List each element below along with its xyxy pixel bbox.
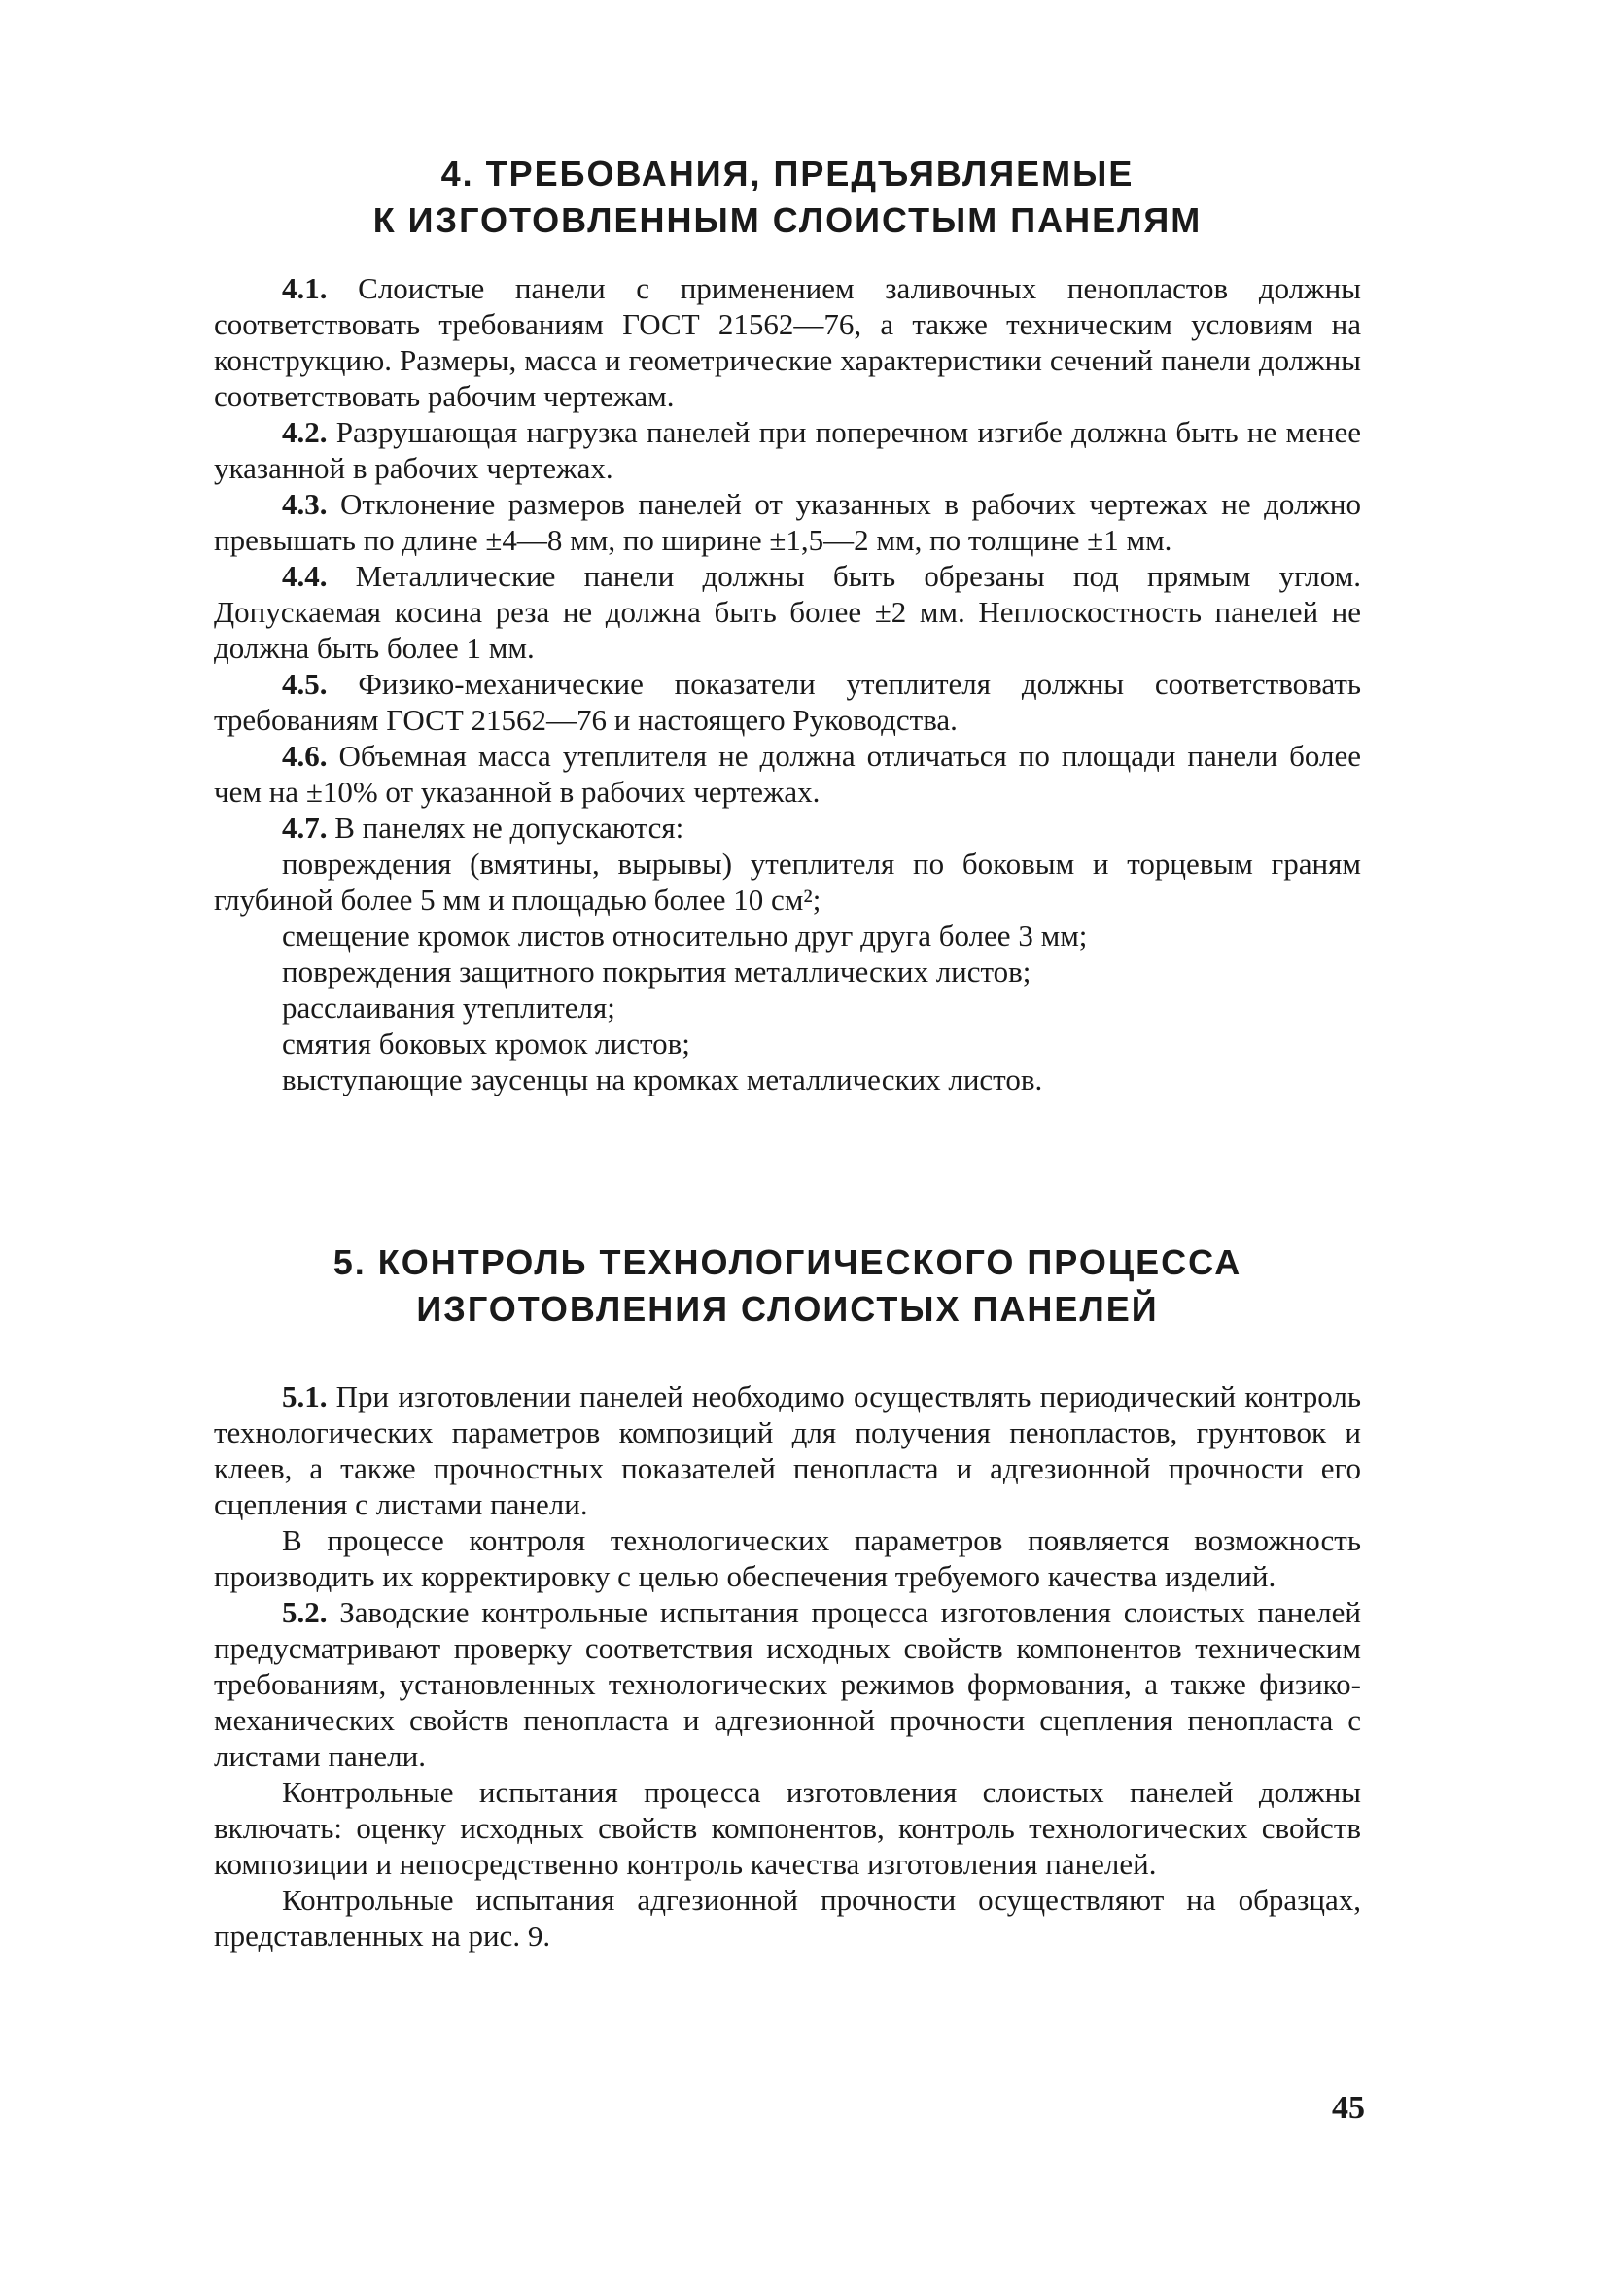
page-number: 45: [1332, 2090, 1365, 2126]
clause-number: 4.3.: [282, 487, 328, 521]
clause-text: В панелях не допускаются:: [327, 811, 684, 845]
clause-number: 4.6.: [282, 739, 328, 773]
defect-list-item: повреждения (вмятины, вырывы) утеплителя по боковым и торцевым граням глубиной более 5 мм и площадью более 10 см²;: [214, 847, 1361, 917]
section-4-body: [214, 270, 1361, 1097]
section-4-heading: [214, 151, 1361, 244]
clause-4-7: [214, 810, 1361, 846]
section-5-heading-line2: ИЗГОТОВЛЕНИЯ СЛОИСТЫХ ПАНЕЛЕЙ: [416, 1289, 1159, 1329]
defect-list-item: смещение кромок листов относительно друг друга более 3 мм;: [282, 919, 1088, 953]
clause-5-1: [214, 1378, 1361, 1522]
clause-4-2: [214, 414, 1361, 486]
section-5-heading: [214, 1239, 1361, 1333]
section-4-heading-line2: К ИЗГОТОВЛЕННЫМ СЛОИСТЫМ ПАНЕЛЯМ: [372, 200, 1203, 240]
paragraph: В процессе контроля технологических параметров появляется возможность производить их корректировку с целью обеспечения требуемого качества изделий.: [214, 1523, 1361, 1593]
defect-list-item: смятия боковых кромок листов;: [282, 1026, 690, 1061]
clause-4-6: [214, 738, 1361, 810]
defect-list-item: расслаивания утеплителя;: [282, 991, 615, 1025]
clause-4-5: [214, 666, 1361, 738]
clause-4-1: [214, 270, 1361, 414]
clause-4-4: [214, 558, 1361, 666]
clause-number: 4.2.: [282, 415, 328, 449]
clause-text: При изготовлении панелей необходимо осуществлять периодический контроль технологических параметров композиций для получения пенопластов, грунтовок и клеев, а также прочностных показателей пенопласта и адгезионной прочности его сцепления с листами панели.: [214, 1379, 1361, 1521]
clause-text: Слоистые панели с применением заливочных пенопластов должны соответствовать требованиям ГОСТ 21562—76, а также техническим условиям на конструкцию. Размеры, масса и геометрические характеристики сечений панели должны соответствовать рабочим чертежам.: [214, 271, 1361, 413]
clause-number: 5.2.: [282, 1595, 328, 1629]
clause-text: Разрушающая нагрузка панелей при поперечном изгибе должна быть не менее указанной в рабочих чертежах.: [214, 415, 1361, 485]
clause-number: 5.1.: [282, 1379, 328, 1413]
clause-text: Физико-механические показатели утеплителя должны соответствовать требованиям ГОСТ 21562—76 и настоящего Руководства.: [214, 667, 1361, 737]
defect-list-item: повреждения защитного покрытия металлических листов;: [282, 955, 1031, 989]
section-5-heading-line1: 5. КОНТРОЛЬ ТЕХНОЛОГИЧЕСКОГО ПРОЦЕССА: [332, 1242, 1242, 1282]
clause-text: Объемная масса утеплителя не должна отличаться по площади панели более чем на ±10% от указанной в рабочих чертежах.: [214, 739, 1361, 809]
clause-number: 4.5.: [282, 667, 328, 701]
clause-text: Отклонение размеров панелей от указанных в рабочих чертежах не должно превышать по длине ±4—8 мм, по ширине ±1,5—2 мм, по толщине ±1 мм.: [214, 487, 1361, 557]
clause-text: Заводские контрольные испытания процесса изготовления слоистых панелей предусматривают проверку соответствия исходных свойств компонентов техническим требованиям, установленных технологических режимов формования, а также физико-механических свойств пенопласта и адгезионной прочности сцепления пенопласта с листами панели.: [214, 1595, 1361, 1773]
defect-list-item: выступающие заусенцы на кромках металлических листов.: [282, 1062, 1043, 1096]
section-4-heading-line1: 4. ТРЕБОВАНИЯ, ПРЕДЪЯВЛЯЕМЫЕ: [440, 154, 1135, 193]
clause-4-3: [214, 486, 1361, 558]
clause-number: 4.7.: [282, 811, 328, 845]
paragraph: Контрольные испытания адгезионной прочности осуществляют на образцах, представленных на рис. 9.: [214, 1883, 1361, 1953]
section-5-body: [214, 1378, 1361, 1954]
clause-number: 4.1.: [282, 271, 328, 305]
clause-5-2: [214, 1594, 1361, 1774]
paragraph: Контрольные испытания процесса изготовления слоистых панелей должны включать: оценку исходных свойств компонентов, контроль технологических свойств композиции и непосредственно контроль качества изготовления панелей.: [214, 1775, 1361, 1881]
clause-number: 4.4.: [282, 559, 328, 593]
clause-text: Металлические панели должны быть обрезаны под прямым углом. Допускаемая косина реза не должна быть более ±2 мм. Неплоскостность панелей не должна быть более 1 мм.: [214, 559, 1361, 665]
